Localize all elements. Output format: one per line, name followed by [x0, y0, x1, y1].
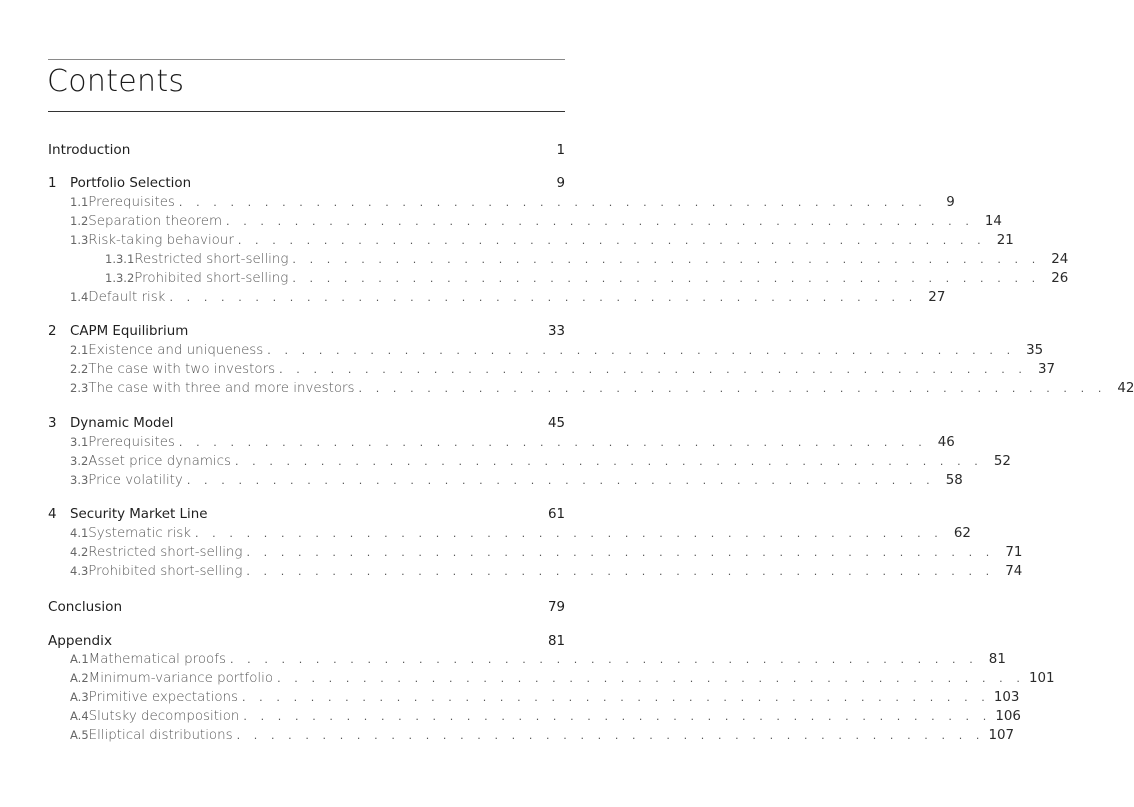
toc-page: 106: [995, 709, 1021, 724]
toc-number: 2.2: [70, 362, 89, 376]
toc-entry-introduction[interactable]: [48, 142, 565, 161]
toc-number: A.5: [70, 728, 89, 742]
toc-number: 1.2: [70, 214, 89, 228]
toc-label: Prohibited short-selling: [88, 564, 243, 579]
toc-chapter[interactable]: [48, 416, 565, 435]
toc-section[interactable]: [48, 671, 1055, 690]
toc-number: 3.1: [70, 435, 89, 449]
toc-section[interactable]: [48, 214, 1002, 233]
toc-number: 3: [48, 416, 57, 431]
toc-section[interactable]: [48, 728, 1015, 747]
toc-section[interactable]: [48, 343, 1044, 362]
toc-label: The case with two investors: [88, 362, 276, 377]
toc-number: 1.3.1: [105, 252, 135, 266]
toc-label: Primitive expectations: [88, 690, 238, 705]
toc-section[interactable]: [48, 473, 963, 492]
toc-number: 1.3: [70, 233, 89, 247]
toc-page: 61: [547, 507, 565, 522]
toc-label: Conclusion: [48, 599, 123, 615]
toc-label: Existence and uniqueness: [88, 343, 264, 358]
toc-label: Asset price dynamics: [88, 454, 231, 469]
leader-dots: . . . . . . . . . . . . . . . . . . . . . . . . . . . . . . . . . . . . . . . . . . . .: [237, 234, 986, 247]
toc-section[interactable]: [48, 564, 1023, 583]
toc-page: 26: [1051, 271, 1069, 286]
toc-label: Prerequisites: [88, 435, 175, 450]
toc-entry-appendix[interactable]: [48, 633, 565, 652]
leader-dots: . . . . . . . . . . . . . . . . . . . . . . . . . . . . . . . . . . . . . . . . . . . .: [194, 527, 943, 540]
toc-chapter[interactable]: [48, 176, 565, 195]
toc-label: Restricted short-selling: [88, 545, 243, 560]
toc-page: 42: [1117, 381, 1134, 396]
toc-number: A.3: [70, 690, 89, 704]
toc-chapter[interactable]: [48, 507, 565, 526]
toc-page: 35: [1026, 343, 1044, 358]
toc-page: 14: [984, 214, 1002, 229]
toc-section[interactable]: [48, 526, 971, 545]
toc-number: 4: [48, 507, 57, 522]
toc-number: A.4: [70, 709, 89, 723]
toc-page: 58: [945, 473, 963, 488]
toc-number: 4.2: [70, 545, 89, 559]
toc-page: 9: [946, 195, 955, 210]
leader-dots: . . . . . . . . . . . . . . . . . . . . . . . . . . . . . . . . . . . . . . . . . . . .: [246, 565, 995, 578]
toc-page: 74: [1005, 564, 1023, 579]
toc-page: 24: [1051, 252, 1069, 267]
toc-page: 103: [993, 690, 1020, 705]
toc-number: 1.4: [70, 290, 89, 304]
toc-section[interactable]: [48, 195, 955, 214]
toc-page: 81: [988, 652, 1006, 667]
toc-section[interactable]: [48, 233, 1014, 252]
leader-dots: . . . . . . . . . . . . . . . . . . . . . . . . . . . . . . . . . . . . . . . . . . . .: [277, 672, 1025, 685]
toc-section[interactable]: [48, 362, 1055, 381]
leader-dots: . . . . . . . . . . . . . . . . . . . . . . . . . . . . . . . . . . . . . . . . . . . .: [178, 436, 927, 449]
toc-page: 1: [556, 143, 565, 158]
toc-section[interactable]: [48, 690, 1020, 709]
toc-subsection[interactable]: [48, 271, 1069, 290]
toc-page: 52: [993, 454, 1011, 469]
toc-label: Appendix: [48, 633, 112, 649]
toc-label: Security Market Line: [70, 507, 208, 522]
toc-label: Restricted short-selling: [134, 252, 289, 267]
toc-page: 45: [547, 416, 565, 431]
toc-label: CAPM Equilibrium: [70, 324, 189, 339]
leader-dots: . . . . . . . . . . . . . . . . . . . . . . . . . . . . . . . . . . . . . . . . . . . .: [267, 344, 1016, 357]
toc-page: 101: [1028, 671, 1055, 686]
toc-number: 3.3: [70, 473, 89, 487]
leader-dots: . . . . . . . . . . . . . . . . . . . . . . . . . . . . . . . . . . . . . . . . . . . .: [246, 546, 995, 559]
toc-section[interactable]: [48, 652, 1006, 671]
top-rule: [48, 59, 565, 60]
toc-label: Portfolio Selection: [70, 176, 192, 191]
toc-page: 71: [1005, 545, 1023, 560]
toc-label: Mathematical proofs: [88, 652, 226, 667]
toc-section[interactable]: [48, 709, 1021, 728]
toc-subsection[interactable]: [48, 252, 1069, 271]
toc-label: Price volatility: [88, 473, 183, 488]
toc-page: 21: [996, 233, 1014, 248]
toc-label: Slutsky decomposition: [88, 709, 240, 724]
toc-number: 1: [48, 176, 57, 191]
leader-dots: . . . . . . . . . . . . . . . . . . . . . . . . . . . . . . . . . . . . . . . . . . . .: [292, 272, 1041, 285]
leader-dots: . . . . . . . . . . . . . . . . . . . . . . . . . . . . . . . . . . . . . . . . . . . .: [358, 382, 1107, 395]
leader-dots: . . . . . . . . . . . . . . . . . . . . . . . . . . . . . . . . . . . . . . . . . . . .: [226, 215, 974, 228]
leader-dots: . . . . . . . . . . . . . . . . . . . . . . . . . . . . . . . . . . . . . . . . . . . .: [292, 253, 1041, 266]
toc-number: A.2: [70, 671, 89, 685]
leader-dots: . . . . . . . . . . . . . . . . . . . . . . . . . . . . . . . . . . . . . . . . . . . .: [229, 653, 978, 666]
leader-dots: . . . . . . . . . . . . . . . . . . . . . . . . . . . . . . . . . . . . . . . . . . . .: [169, 291, 918, 304]
toc-label: Elliptical distributions: [88, 728, 233, 743]
leader-dots: . . . . . . . . . . . . . . . . . . . . . . . . . . . . . . . . . . . . . . . . . . . .: [243, 710, 992, 723]
title-underline: [48, 111, 565, 112]
toc-page: 107: [988, 728, 1015, 743]
toc-section[interactable]: [48, 435, 955, 454]
toc-number: 4.3: [70, 564, 89, 578]
toc-page: 33: [547, 324, 565, 339]
toc-section[interactable]: [48, 290, 946, 309]
toc-section[interactable]: [48, 381, 1134, 400]
toc-number: 3.2: [70, 454, 89, 468]
toc-page: 62: [953, 526, 971, 541]
toc-label: Minimum-variance portfolio: [88, 671, 274, 686]
toc-number: A.1: [70, 652, 89, 666]
toc-label: The case with three and more investors: [88, 381, 355, 396]
toc-label: Separation theorem: [88, 214, 223, 229]
leader-dots: . . . . . . . . . . . . . . . . . . . . . . . . . . . . . . . . . . . . . . . . . . . .: [178, 196, 927, 209]
leader-dots: . . . . . . . . . . . . . . . . . . . . . . . . . . . . . . . . . . . . . . . . . . . .: [279, 363, 1027, 376]
leader-dots: . . . . . . . . . . . . . . . . . . . . . . . . . . . . . . . . . . . . . . . . . . . .: [186, 474, 935, 487]
toc-page: 9: [556, 176, 565, 191]
leader-dots: . . . . . . . . . . . . . . . . . . . . . . . . . . . . . . . . . . . . . . . . . . . .: [234, 455, 983, 468]
toc-label: Systematic risk: [88, 526, 191, 541]
leader-dots: . . . . . . . . . . . . . . . . . . . . . . . . . . . . . . . . . . . . . . . . . . . .: [236, 729, 985, 742]
toc-page: 79: [547, 600, 565, 615]
toc-label: Prerequisites: [88, 195, 175, 210]
toc-label: Prohibited short-selling: [134, 271, 289, 286]
leader-dots: . . . . . . . . . . . . . . . . . . . . . . . . . . . . . . . . . . . . . . . . . . . .: [241, 691, 990, 704]
toc-number: 4.1: [70, 526, 89, 540]
toc-label: Dynamic Model: [70, 416, 174, 431]
toc-label: Default risk: [88, 290, 166, 305]
toc-page: 27: [928, 290, 946, 305]
toc-page: 81: [547, 634, 565, 649]
toc-number: 1.3.2: [105, 271, 135, 285]
page-title: Contents: [47, 64, 185, 99]
toc-label: Risk-taking behaviour: [88, 233, 234, 248]
toc-entry-conclusion[interactable]: [48, 599, 565, 618]
toc-number: 1.1: [70, 195, 89, 209]
toc-section[interactable]: [48, 545, 1023, 564]
toc-number: 2.1: [70, 343, 89, 357]
toc-page: 46: [937, 435, 955, 450]
toc-number: 2.3: [70, 381, 89, 395]
toc-section[interactable]: [48, 454, 1011, 473]
toc-label: Introduction: [48, 142, 131, 158]
toc-page: 37: [1037, 362, 1055, 377]
toc-number: 2: [48, 324, 57, 339]
toc-chapter[interactable]: [48, 324, 565, 343]
